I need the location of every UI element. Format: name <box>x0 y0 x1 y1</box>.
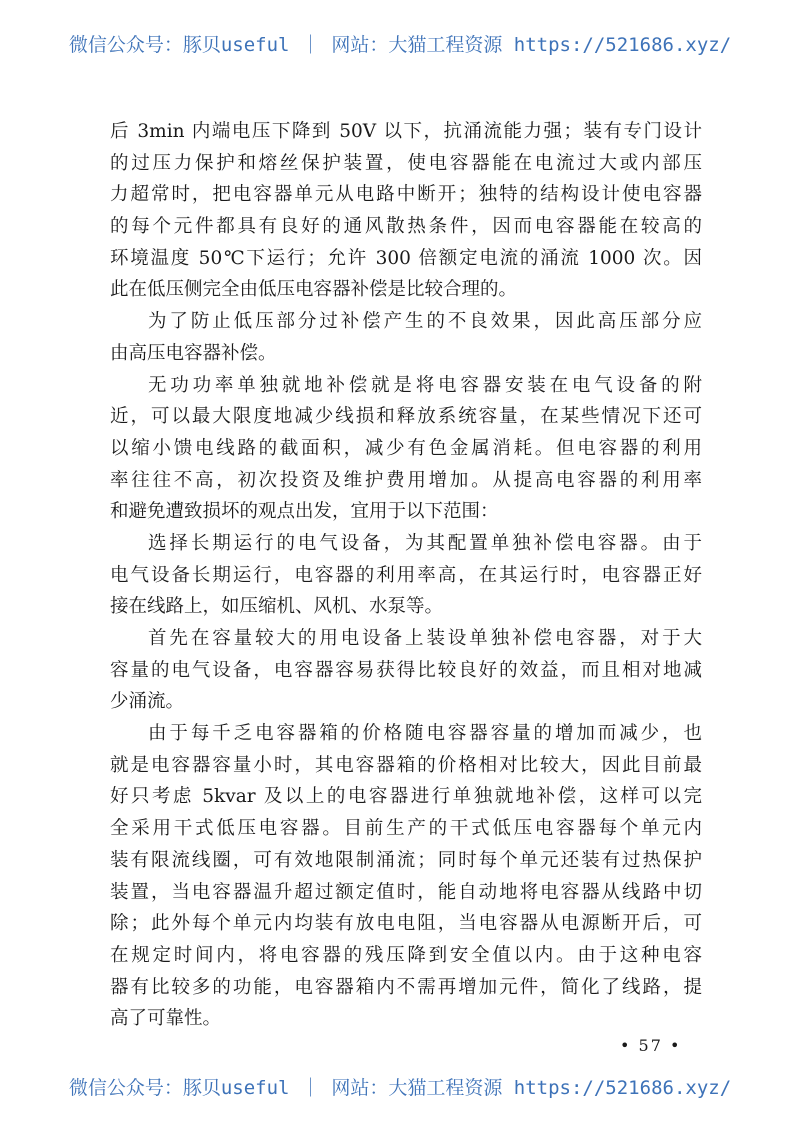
text-line: 全采用干式低压电容器。目前生产的干式低压电容器每个单元内 <box>110 818 702 840</box>
watermark-header: 微信公众号：豚贝useful ｜ 网站：大猫工程资源 https://521686.xyz/ <box>68 34 732 56</box>
text-line: 无功功率单独就地补偿就是将电容器安装在电气设备的附 <box>148 374 702 396</box>
text-line: 接在线路上，如压缩机、风机、水泵等。 <box>110 596 444 618</box>
text-line: 好只考虑 5kvar 及以上的电容器进行单独就地补偿，这样可以完 <box>110 786 702 808</box>
text-line: 和避免遭致损坏的观点出发，宜用于以下范围： <box>110 501 499 523</box>
paragraph <box>110 718 702 1035</box>
paragraph <box>110 528 702 623</box>
text-line: 容量的电气设备，电容器容易获得比较良好的效益，而且相对地减 <box>110 659 702 681</box>
paragraph <box>110 370 702 528</box>
text-line: 电气设备长期运行，电容器的利用率高，在其运行时，电容器正好 <box>110 564 702 586</box>
text-line: 高了可靠性。 <box>110 1008 222 1030</box>
paragraph <box>110 623 702 718</box>
text-line: 环境温度 50℃下运行；允许 300 倍额定电流的涌流 1000 次。因 <box>110 247 702 269</box>
text-line: 近，可以最大限度地减少线损和释放系统容量，在某些情况下还可 <box>110 406 702 428</box>
text-line: 由于每千乏电容器箱的价格随电容器容量的增加而减少，也 <box>148 723 702 745</box>
paragraph <box>110 116 702 306</box>
text-line: 后 3min 内端电压下降到 50V 以下，抗涌流能力强；装有专门设计 <box>110 121 702 142</box>
text-line: 装有限流线圈，可有效地限制涌流；同时每个单元还装有过热保护 <box>110 849 702 871</box>
text-line: 率往往不高，初次投资及维护费用增加。从提高电容器的利用率 <box>110 469 702 491</box>
text-line: 少涌流。 <box>110 691 185 713</box>
text-line: 装置，当电容器温升超过额定值时，能自动地将电容器从线路中切 <box>110 881 702 903</box>
text-line: 力超常时，把电容器单元从电路中断开；独特的结构设计使电容器 <box>110 184 702 206</box>
text-line: 器有比较多的功能，电容器箱内不需再增加元件，简化了线路，提 <box>110 976 702 998</box>
watermark-footer: 微信公众号：豚贝useful ｜ 网站：大猫工程资源 https://521686.xyz/ <box>68 1077 732 1099</box>
text-line: 除；此外每个单元内均装有放电电阻，当电容器从电源断开后，可 <box>110 913 702 935</box>
text-line: 就是电容器容量小时，其电容器箱的价格相对比较大，因此目前最 <box>110 754 702 776</box>
text-line: 在规定时间内，将电容器的残压降到安全值以内。由于这种电容 <box>110 944 702 966</box>
paragraph <box>110 306 702 369</box>
text-line: 首先在容量较大的用电设备上装设单独补偿电容器，对于大 <box>148 628 702 649</box>
document-body <box>110 116 702 1035</box>
text-line: 为了防止低压部分过补偿产生的不良效果，因此高压部分应 <box>148 311 702 333</box>
text-line: 此在低压侧完全由低压电容器补偿是比较合理的。 <box>110 279 518 301</box>
text-line: 的每个元件都具有良好的通风散热条件，因而电容器能在较高的 <box>110 216 702 238</box>
text-line: 的过压力保护和熔丝保护装置，使电容器能在电流过大或内部压 <box>110 152 702 174</box>
text-line: 以缩小馈电线路的截面积，减少有色金属消耗。但电容器的利用 <box>110 437 702 459</box>
page-number: • 57 • <box>620 1036 682 1055</box>
text-line: 选择长期运行的电气设备，为其配置单独补偿电容器。由于 <box>148 532 702 554</box>
text-line: 由高压电容器补偿。 <box>110 342 277 364</box>
